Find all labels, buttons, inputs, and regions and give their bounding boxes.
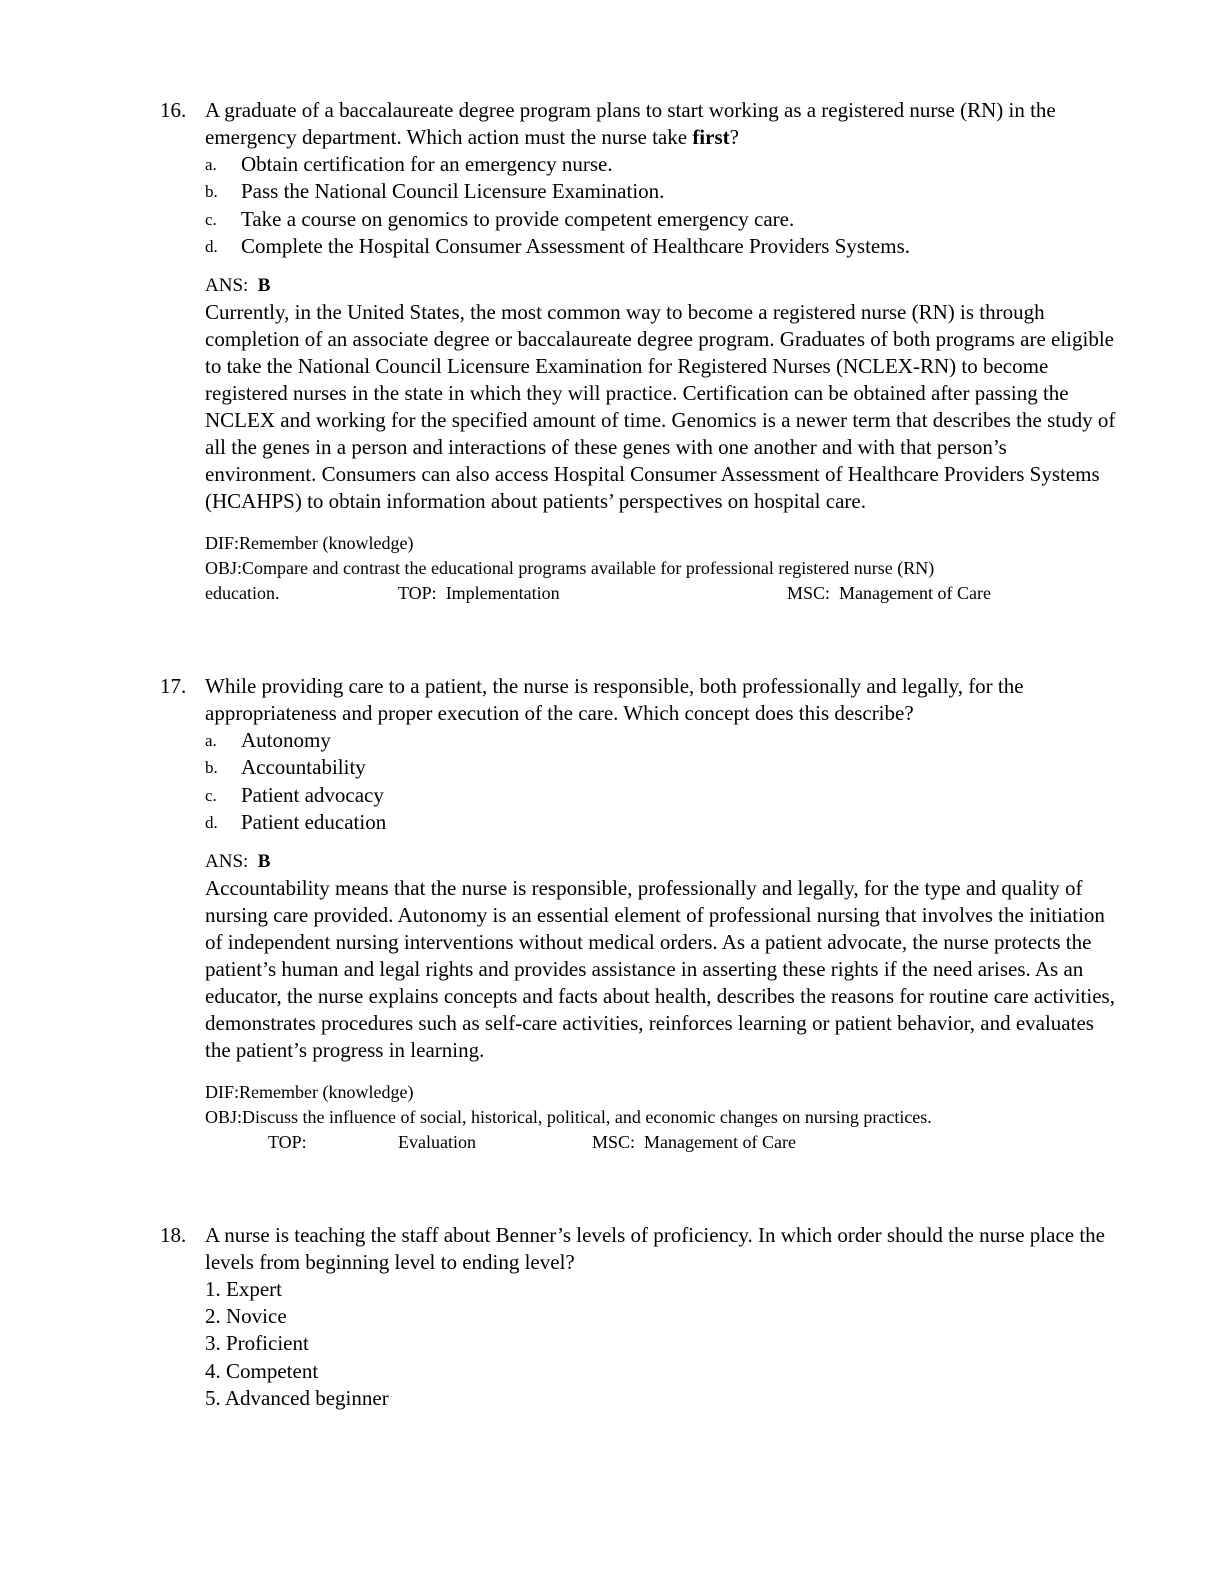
question-metadata — [205, 1080, 1120, 1155]
msc: MSC: Management of Care — [787, 583, 991, 604]
topic-value: Evaluation — [398, 1132, 476, 1153]
option-b: b. Pass the National Council Licensure Examination. — [205, 179, 665, 204]
question-number: 17. — [160, 674, 187, 698]
answer-options — [205, 151, 1120, 261]
emphasis-word: first — [692, 125, 730, 149]
option-a: a. Obtain certification for an emergency nurse. — [205, 152, 613, 176]
topic: TOP: Implementation — [398, 583, 560, 604]
option-a: a. Autonomy — [205, 728, 331, 752]
question-16 — [160, 97, 1120, 606]
question-stem: A nurse is teaching the staff about Benner’s levels of proficiency. In which order should the nurse place the levels from beginning level to ending level? — [205, 1223, 1106, 1274]
question-number: 18. — [160, 1223, 187, 1247]
rationale: Currently, in the United States, the most common way to become a registered nurse (RN) is through completion of an associate degree or baccalaureate degree program. Graduates of both programs are eligible to take the National Council Licensure Examination for Registered Nurses (NCLEX-RN) to become registered nurses in the state in which they will practice. Certification can be obtained after passing the NCLEX and working for the specified amount of time. Genomics is a newer term that describes the study of all the genes in a person and interactions of these genes with one another and with that person’s environment. Consumers can also access Hospital Consumer Assessment of Healthcare Providers Systems (HCAHPS) to obtain information about patients’ perspectives on hospital care. — [205, 299, 1116, 514]
list-item: 5. Advanced beginner — [205, 1385, 389, 1410]
question-stem: A graduate of a baccalaureate degree program plans to start working as a registered nurse (RN) in the emergency department. Which action must the nurse take first? — [205, 98, 1056, 149]
question-18 — [160, 1222, 1120, 1412]
list-item: 1. Expert — [205, 1277, 282, 1301]
rationale: Accountability means that the nurse is responsible, professionally and legally, for the type and quality of nursing care provided. Autonomy is an essential element of professional nursing that involves the initiation of independent nursing interventions without medical orders. As a patient advocate, the nurse protects the patient’s human and legal rights and provides assistance in asserting these rights if the need arises. As an educator, the nurse explains concepts and facts about health, describes the reasons for routine care activities, demonstrates procedures such as self-care activities, reinforces learning or patient behavior, and evaluates the patient’s progress in learning. — [205, 875, 1115, 1063]
question-stem: While providing care to a patient, the nurse is responsible, both professionally and legally, for the appropriateness and proper execution of the care. Which concept does this describe? — [205, 674, 1024, 725]
msc: MSC: Management of Care — [592, 1132, 796, 1153]
list-item: 2. Novice — [205, 1304, 287, 1329]
question-number: 16. — [160, 98, 187, 122]
question-metadata — [205, 531, 1120, 606]
answer-key: ANS: B — [205, 850, 271, 872]
option-c: c. Take a course on genomics to provide competent emergency care. — [205, 206, 795, 231]
list-item: 4. Competent — [205, 1358, 319, 1383]
answer-options — [205, 727, 1120, 837]
option-d: d. Complete the Hospital Consumer Assessment of Healthcare Providers Systems. — [205, 234, 910, 259]
option-c: c. Patient advocacy — [205, 782, 384, 807]
topic-label: TOP: — [268, 1132, 307, 1153]
objective: OBJ:Discuss the influence of social, historical, political, and economic changes on nursing practices. — [205, 1107, 932, 1128]
difficulty: DIF:Remember (knowledge) — [205, 533, 414, 554]
list-item: 3. Proficient — [205, 1331, 309, 1356]
answer-key: ANS: B — [205, 274, 271, 296]
difficulty: DIF:Remember (knowledge) — [205, 1082, 414, 1103]
question-17 — [160, 673, 1120, 1155]
option-d: d. Patient education — [205, 810, 387, 835]
objective-continued: education. — [205, 583, 280, 604]
objective: OBJ:Compare and contrast the educational programs available for professional registered nurse (RN) — [205, 558, 935, 579]
ordering-items — [205, 1276, 1120, 1412]
option-b: b. Accountability — [205, 755, 366, 780]
